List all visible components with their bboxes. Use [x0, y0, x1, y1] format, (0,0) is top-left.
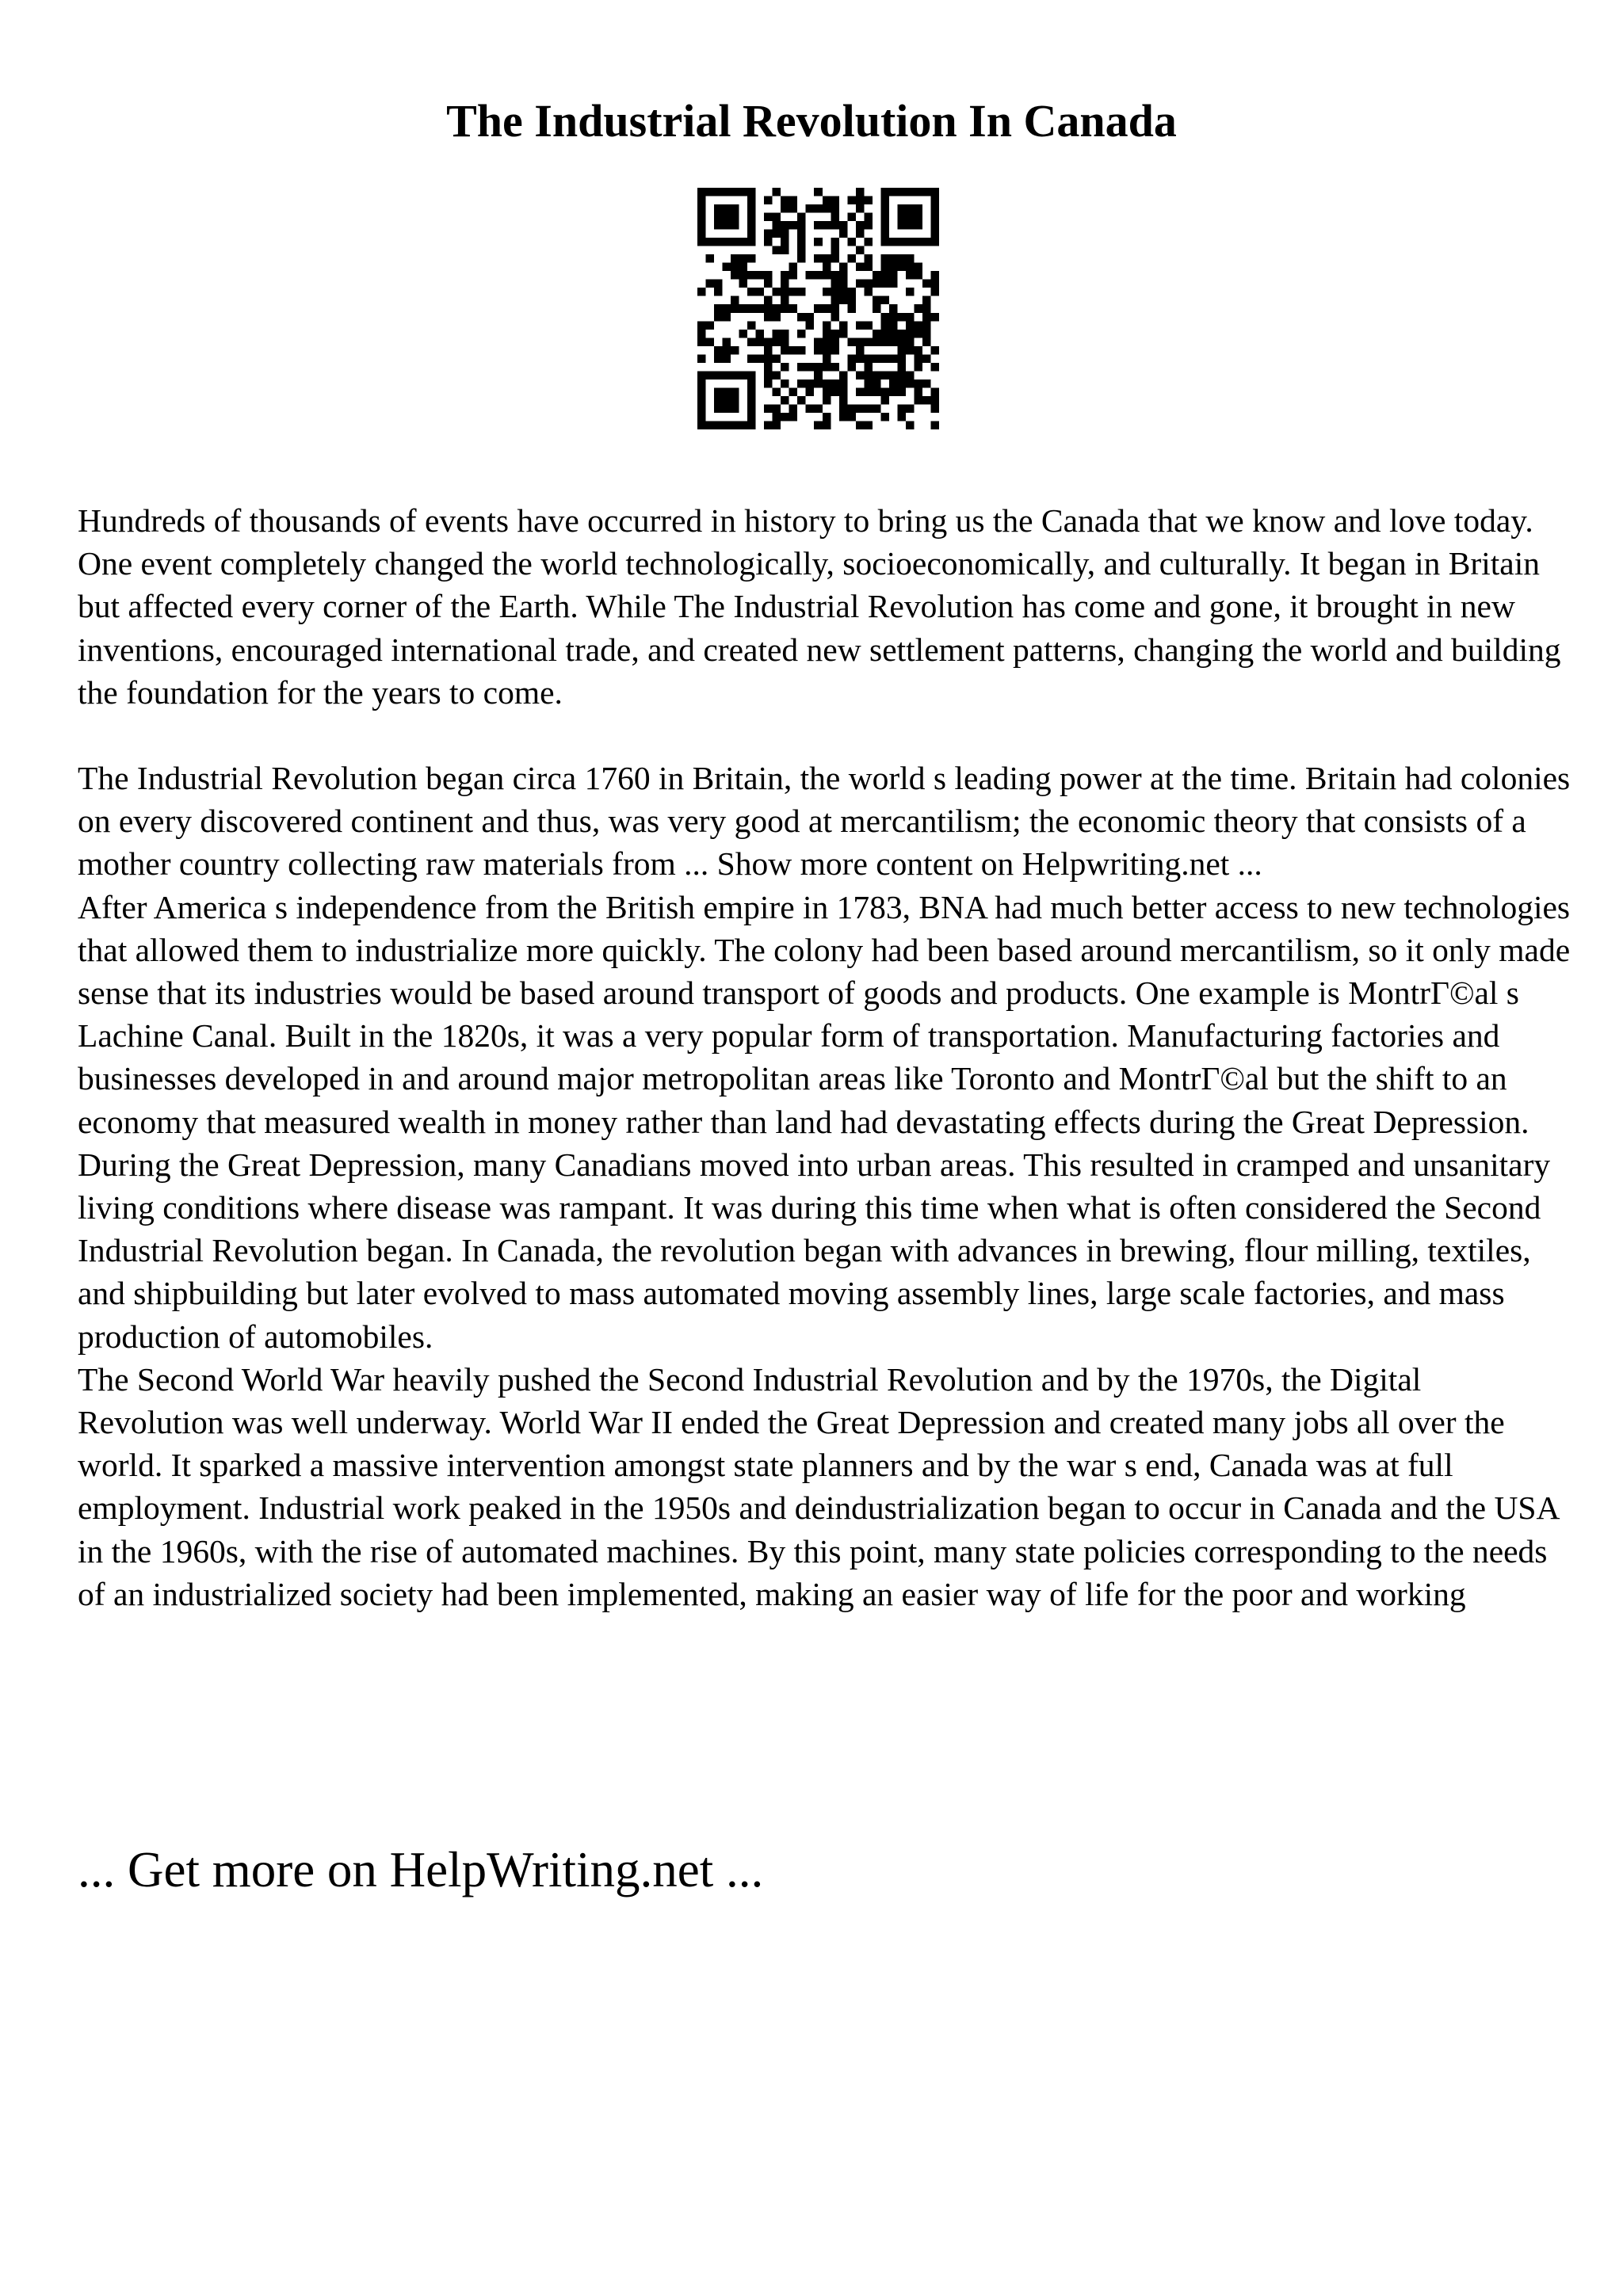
- paragraph-world-war: The Second World War heavily pushed the Second Industrial Revolution and by the 1970s, the Digital Revolution was well underway. World War II ended the Great Depression and created many jobs all over the world. It sparked a massive intervention amongst state planners and by the war s end, Canada was at full employment. Industrial work peaked in the 1950s and deindustrialization began to occur in Canada and the USA in the 1960s, with the rise of automated machines. By this point, many state policies corresponding to the needs of an industrialized society had been implemented, making an easier way of life for the poor and working: [78, 1360, 1559, 1612]
- paragraph-canada-industry: After America s independence from the British empire in 1783, BNA had much better access to new technologies that allowed them to industrialize more quickly. The colony had been based around mercantilism, so it only made sense that its industries would be based around transport of goods and products. One example is MontrΓ©al s Lachine Canal. Built in the 1820s, it was a very popular form of transportation. Manufacturing factories and businesses developed in and around major metropolitan areas like Toronto and MontrΓ©al but the shift to an economy that measured wealth in money rather than land had devastating effects during the Great Depression. During the Great Depression, many Canadians moved into urban areas. This resulted in cramped and unsanitary living conditions where disease was rampant. It was during this time when what is often considered the Second Industrial Revolution began. In Canada, the revolution began with advances in brewing, flour milling, textiles, and shipbuilding but later evolved to mass automated moving assembly lines, large scale factories, and mass production of automobiles.: [78, 888, 1571, 1355]
- paragraph-intro: Hundreds of thousands of events have occurred in history to bring us the Canada that we know and love today. One event completely changed the world technologically, socioeconomically, and culturally. It began in Britain but affected every corner of the Earth. While The Industrial Revolution has come and gone, it brought in new inventions, encouraged international trade, and created new settlement patterns, changing the world and building the foundation for the years to come.: [78, 502, 1561, 711]
- document-body: [78, 499, 1575, 1615]
- qr-code-icon[interactable]: [697, 188, 939, 429]
- document-title: The Industrial Revolution In Canada: [446, 95, 1177, 147]
- paragraph-origins: The Industrial Revolution began circa 1760 in Britain, the world s leading power at the time. Britain had colonies on every discovered continent and thus, was very good at mercantilism; the economic theory that consists of a mother country collecting raw materials from ... Show more content on Helpwriting.net ...: [78, 760, 1571, 883]
- get-more-link[interactable]: ... Get more on HelpWriting.net ...: [78, 1842, 764, 1897]
